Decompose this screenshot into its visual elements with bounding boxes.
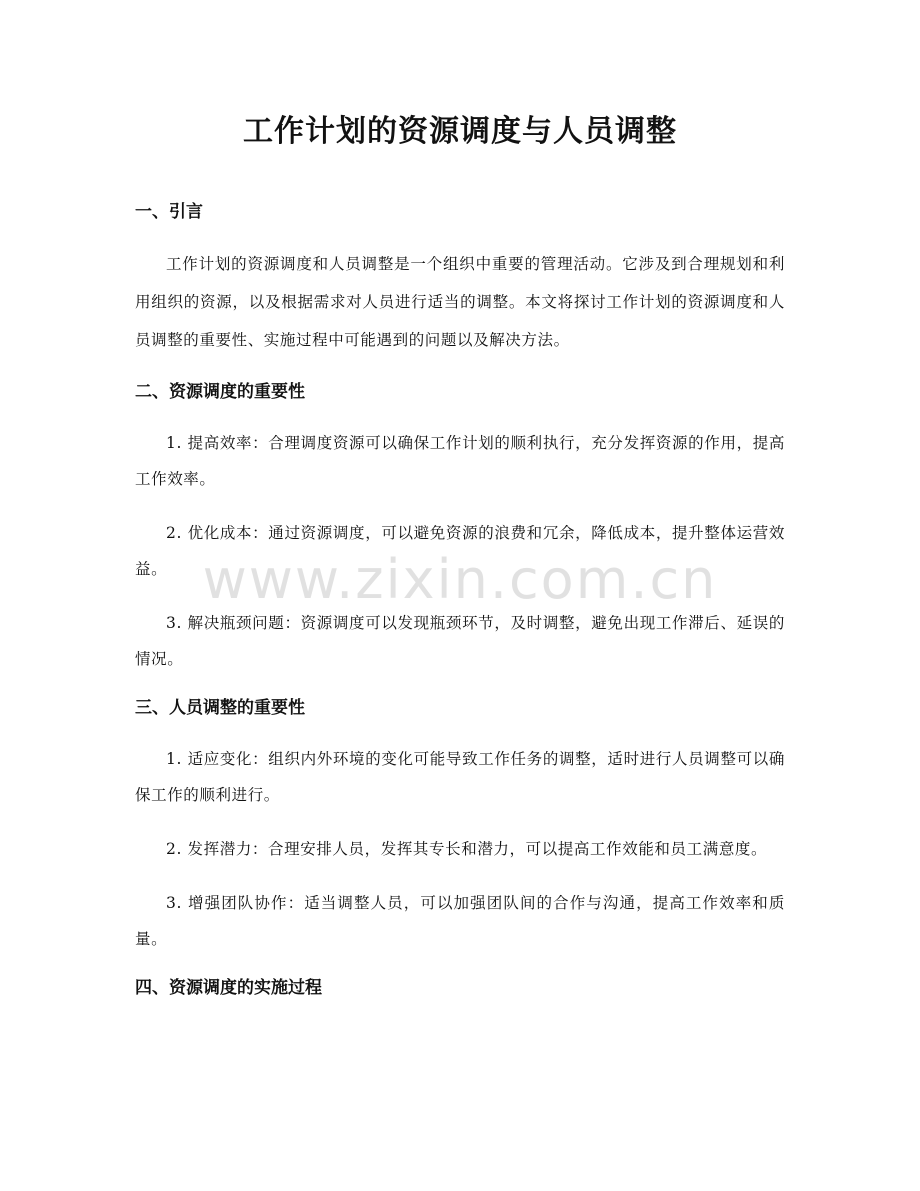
introduction-paragraph: 工作计划的资源调度和人员调整是一个组织中重要的管理活动。它涉及到合理规划和利用组织的资源，以及根据需求对人员进行适当的调整。本文将探讨工作计划的资源调度和人员调整的重要性、实施过程中可能遇到的问题以及解决方法。	[135, 255, 785, 349]
section-heading-personnel-importance: 三、人员调整的重要性	[135, 698, 305, 718]
watermark: www.zixin.com.cn	[202, 548, 718, 611]
section-heading-resource-importance: 二、资源调度的重要性	[135, 382, 305, 402]
section-heading-introduction: 一、引言	[135, 202, 203, 222]
personnel-importance-item-3: 3. 增强团队协作：适当调整人员，可以加强团队间的合作与沟通，提高工作效率和质量。	[135, 894, 785, 948]
resource-importance-item-3: 3. 解决瓶颈问题：资源调度可以发现瓶颈环节，及时调整，避免出现工作滞后、延误的情况。	[135, 614, 785, 668]
resource-importance-item-1: 1. 提高效率：合理调度资源可以确保工作计划的顺利执行，充分发挥资源的作用，提高工作效率。	[135, 434, 785, 488]
personnel-importance-item-1: 1. 适应变化：组织内外环境的变化可能导致工作任务的调整，适时进行人员调整可以确保工作的顺利进行。	[135, 750, 785, 804]
document-title: 工作计划的资源调度与人员调整	[243, 114, 677, 149]
resource-importance-item-2: 2. 优化成本：通过资源调度，可以避免资源的浪费和冗余，降低成本，提升整体运营效益。	[135, 524, 785, 578]
personnel-importance-item-2: 2. 发挥潜力：合理安排人员，发挥其专长和潜力，可以提高工作效能和员工满意度。	[166, 840, 768, 858]
section-heading-implementation-process: 四、资源调度的实施过程	[135, 978, 322, 998]
